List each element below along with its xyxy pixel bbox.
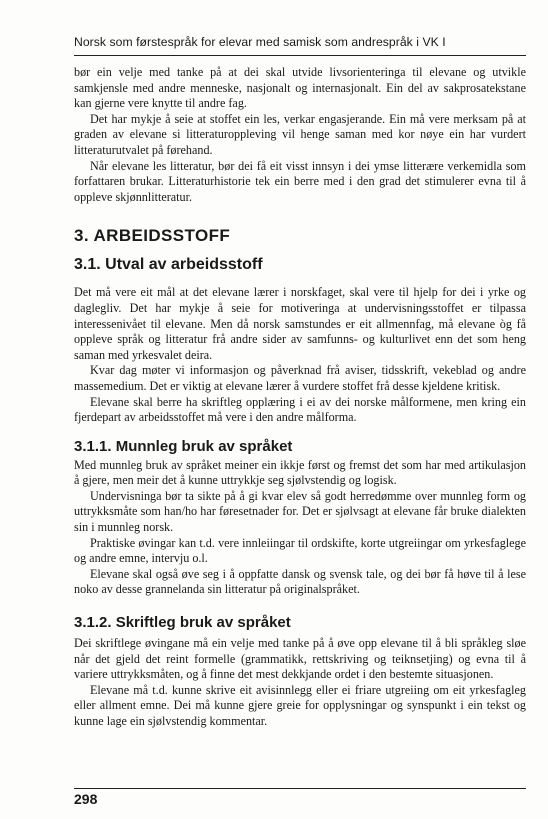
body-paragraph: bør ein velje med tanke på at dei skal utvide livsorienteringa til elevane og utvikle samkjensle med andre menneske, nasjonalt og internasjonalt. Ein del av sakprosatekstane kan gjerne vere knytte til andre fag. [74, 65, 526, 111]
page-number: 298 [74, 791, 98, 807]
footer-rule [74, 788, 526, 789]
body-paragraph: Det har mykje å seie at stoffet ein les, verkar engasjerande. Ein må vere merksam på at graden av elevane si litteraturoppleving vil henge saman med kor nøye ein har vurdert litteraturutvalet på førehand. [74, 111, 526, 157]
body-paragraph: Elevane skal også øve seg i å oppfatte dansk og svensk tale, og dei bør få høve til å lese noko av desse grannelanda sin litteratur på originalspråket. [74, 566, 526, 597]
body-paragraph: Elevane må t.d. kunne skrive eit avisinnlegg eller ei friare utgreiing om eit yrkesfagleg eller allment emne. Dei må kunne gjere greie for opplysningar og synspunkt i ein tekst og kunne lage ein sjølvstendig kommentar. [74, 682, 526, 728]
subsection-heading: 3.1.1. Munnleg bruk av språket [74, 437, 293, 455]
body-paragraph: Kvar dag møter vi informasjon og påverknad frå aviser, tidsskrift, vekeblad og andre massemedium. Det er viktig at elevane lærer å vurdere stoffet frå desse kjeldene kritisk. [74, 363, 526, 393]
subsection-heading: 3.1.2. Skriftleg bruk av språket [74, 614, 291, 632]
body-paragraph: Når elevane les litteratur, bør dei få eit visst innsyn i dei ymse litterære verkemidla som forfattaren brukar. Litteraturhistorie tek ein berre med i den grad det stimulerer evna til å oppleve skjønnlitteratur. [74, 158, 526, 204]
section-heading: 3.1. Utval av arbeidsstoff [74, 256, 263, 274]
chapter-heading: 3. ARBEIDSSTOFF [74, 226, 231, 246]
body-paragraph: Elevane skal berre ha skriftleg opplæring i ei av dei norske målformene, men kring ein fjerdepart av arbeidsstoffet må vere i den andre målforma. [74, 394, 526, 425]
body-paragraph: Det må vere eit mål at det elevane lærer i norskfaget, skal vere til hjelp for dei i yrke og daglegliv. Det har mykje å seie for motiveringa at undervisningsstoffet er tilpassa interessenivået til elevane. Men då norsk samstundes er eit allmennfag, må elevane òg få oppleve språk og litteratur frå andre sider av samfunns- og kulturlivet enn det som heng saman med yrkesvalet deira. [74, 285, 526, 362]
body-paragraph: Dei skriftlege øvingane må ein velje med tanke på å øve opp elevane til å bli språkleg sløe når det gjeld det reint formelle (grammatikk, rettskriving og teiknsetjing) og evna til å variere uttrykksmåten, og å finne det mest dekkjande ordet i den bestemte situasjonen. [74, 636, 526, 682]
body-paragraph: Med munnleg bruk av språket meiner ein ikkje først og fremst det som har med artikulasjon å gjere, men meir det å kunne uttrykkje seg sjølvstendig og logisk. [74, 457, 526, 488]
running-head: Norsk som førstespråk for elevar med samisk som andrespråk i VK I [74, 35, 446, 49]
header-rule [74, 55, 526, 56]
body-paragraph: Praktiske øvingar kan t.d. vere innleiingar til ordskifte, korte utgreiingar om yrkesfaglege og andre emne, intervju o.l. [74, 535, 526, 566]
body-paragraph: Undervisninga bør ta sikte på å gi kvar elev så godt herredømme over munnleg form og uttrykksmåte som han/ho har føresetnader for. Det er sjølvsagt at elevane får bruke dialekten sin i munnleg norsk. [74, 488, 526, 535]
page-body [74, 65, 526, 730]
